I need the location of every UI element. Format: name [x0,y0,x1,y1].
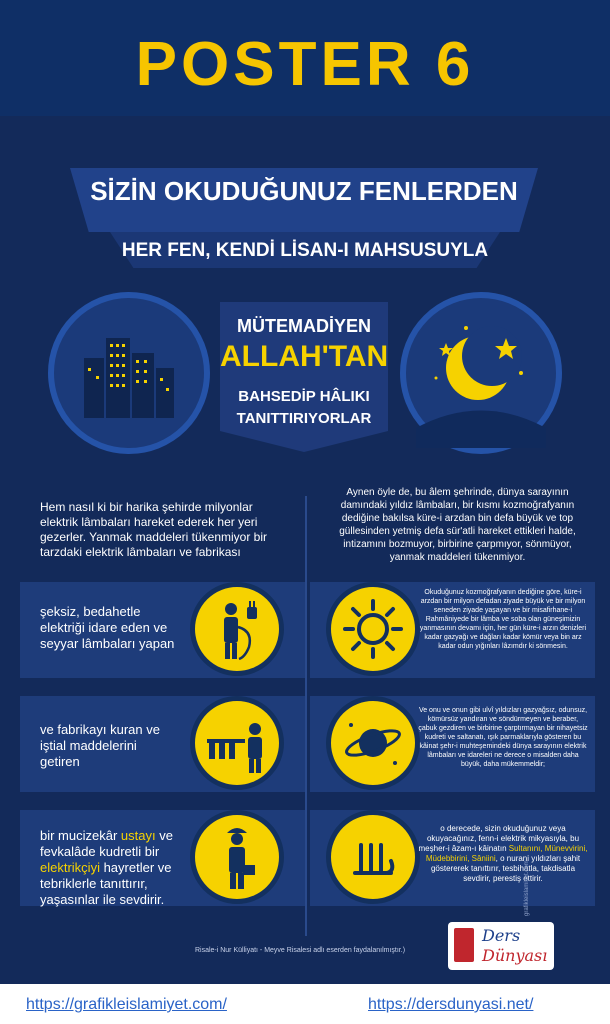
night-illustration [400,292,562,454]
poster-title: POSTER 6 [135,30,475,99]
calligraphy-circle [326,810,420,904]
planet-icon [331,701,415,785]
link-dersdunyasi[interactable]: https://dersdunyasi.net/ [368,996,534,1013]
left-row-3-hl1: ustayı [120,828,156,843]
left-row-3-c: hayretler ve tebriklerle tanıttırır, yaşasınlar ile sevdirir. [40,860,172,907]
city-illustration [48,292,210,454]
left-row-1-text: şeksiz, bedahetle elektriği idare eden ve seyyar lâmbaları yapan [40,604,175,651]
left-row-3-a: bir mucizekâr [40,828,121,843]
right-row-3-a: o derecede, sizin okuduğunuz veya okuyacağınız, fenn-i elektrik mikyasıyla, bu meşher-i âzam-ı kâinatın [418,824,580,853]
right-row-2-text: Ve onu ve onun gibi ulvî yıldızları gazyağsız, odunsuz, kömürsüz yandıran ve söndürmeyen ve beraber, çabuk gezdiren ve birbirine çarptırmayan bir nihayetsiz kudreti ve saltanatı, ışık parmaklarıyla gösteren bu kâinat şehr-i muhteşemindeki dünya sarayının elektrik lâmbaları ve idareleri ne derece o misalden daha büyük, daha mükemmeldir; [418,707,588,768]
right-row-1-text: Okuduğunuz kozmoğrafyanın dediğine göre, küre-i arzdan bir milyon defadan ziyade büyük ve bir milyon seneden ziyade yaşayan ve bir misafirhane-i Rahmâniyede bir lâmba ve soba olan güneşimizin yanmasının devamı için, her gün küre-i arzın denizleri kadar gazyağı ve dağları kadar kömür veya bin arz kadar odun yığınları lâzımdır ki sönmesin. [419,589,587,650]
logo-text-1: Ders [482,926,521,945]
hero-line-3: BAHSEDİP HÂLIKI [238,388,370,405]
factory-worker-icon [195,701,279,785]
right-row-3-text [418,824,588,884]
left-row-3-b: ve fevkalâde kudretli bir [40,828,173,859]
side-credit: grafikleislamiyet.com [524,860,530,916]
poster-header [0,0,610,116]
left-intro-text: Hem nasıl ki bir harika şehirde milyonlar elektrik lâmbaları hareket ederek her yeri gezerler. Yanmak maddeleri tükenmiyor bir tarzdaki elektrik lâmbaları ve fabrikası [40,500,267,559]
title-sub: HER FEN, KENDİ LİSAN-I MAHSUSUYLA [121,240,489,261]
worker-plug-icon [195,587,279,671]
title-main: SİZİN OKUDUĞUNUZ FENLERDEN [90,176,518,206]
city-icon [54,298,204,448]
master-circle [190,810,284,904]
hero-line-1: MÜTEMADİYEN [237,316,371,336]
engineer-icon [195,815,279,899]
book-icon [454,928,474,962]
link-grafikleislamiyet[interactable]: https://grafikleislamiyet.com/ [26,996,227,1013]
infographic [0,116,610,984]
right-row-3-hl: Sultanını, Münevvirini, Müdebbirini, Sâniini [425,844,588,863]
moon-icon [406,298,556,448]
planet-circle [326,696,420,790]
factory-circle [190,696,284,790]
electrician-circle [190,582,284,676]
left-row-3-text [40,828,190,908]
center-divider [305,496,307,936]
sun-circle [326,582,420,676]
right-row-3-b: , o nurani yıldızları şahit göstererek tanıttırır, tesbihatla, takdisatla sevdirir, perestiş ettirir. [430,854,581,883]
left-row-3-hl2: elektrikçiyi [40,860,100,875]
hero-line-4: TANITTIRIYORLAR [236,410,372,427]
footnote: Risale-i Nur Külliyatı - Meyve Risalesi adlı eserden faydalanılmıştır.) [194,947,406,954]
logo-text-2: Dünyası [482,946,548,965]
hero-line-2: ALLAH'TAN [220,340,389,373]
right-intro-text: Aynen öyle de, bu âlem şehrinde, dünya sarayının damındaki yıldız lâmbaları, bir kısmı kozmoğrafyanın dediğine bakılsa küre-i arzdan bin defa büyük ve top güllesinden yetmiş defa sür'atli hareket ettikleri halde, intizamını bozmuyor, birbirine çarpmıyor, sönmüyor, yanmak maddeleri tükenmiyor. [339,487,576,563]
sun-icon [331,587,415,671]
allah-calligraphy-icon [331,815,415,899]
left-row-2-text: ve fabrikayı kuran ve iştial maddelerini getiren [40,722,160,769]
ders-dunyasi-logo [448,922,554,970]
